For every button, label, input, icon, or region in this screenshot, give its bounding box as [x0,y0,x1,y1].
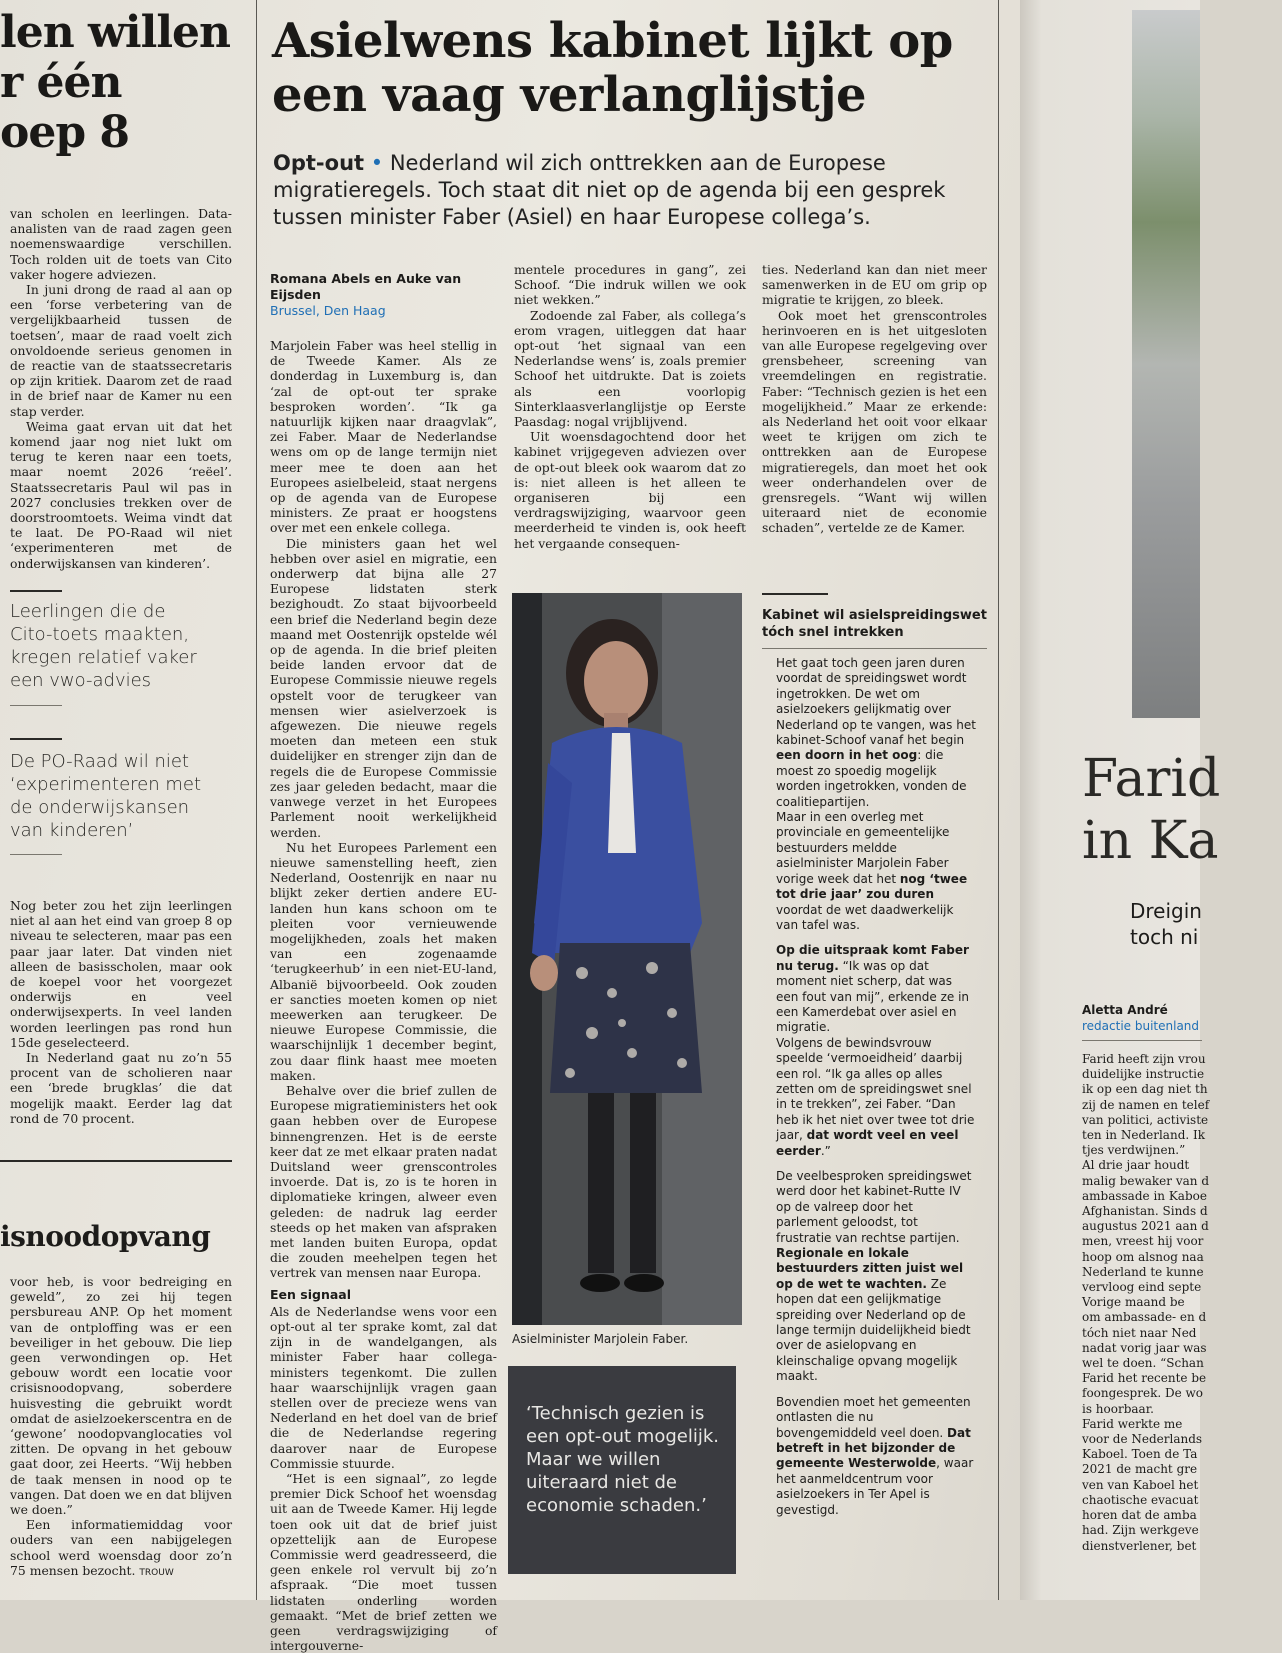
quote-rule [10,738,62,740]
bold-run: Regionale en lokale bestuurders zitten juist wel op de wet te wachten. [776,1246,964,1291]
paragraph: Nog beter zou het zijn leerlingen niet al aan het eind van groep 8 op niveau te selecteren, maar pas een paar jaar later. Dat vinden niet alleen de basisscholen, maar ook de koepel voor het voorgezet onderwijs en veel onderwijsexperts. In veel landen worden leerlingen pas rond hun 15de geselecteerd. [10,898,232,1050]
left-pullquote-1: Leerlingen die de Cito-toets maakten, kregen relatief vaker een vwo-advies [10,601,197,691]
kicker-dot: • [364,151,390,175]
text-run: voordat de wet daadwerkelijk van tafel was. [776,902,954,932]
paragraph: Uit woensdagochtend door het kabinet vrijgegeven adviezen over de opt-out bleek ook waarom dat zo is: niet alleen is het alleen te organiseren bij een verdragswijziging, waarvoor geen meerderheid te vinden is, ook heeft het vergaande consequen- [514,429,746,551]
text-run: Bovendien moet het gemeenten ontlasten die nu bovengemiddeld veel doen. [776,1394,971,1440]
sidebar-paragraph [776,943,976,1159]
text-run: Het gaat toch geen jaren duren voordat de spreidingswet wordt ingetrokken. De wet om asielzoekers gelijkmatig over Nederland op te vangen, was het kabinet-Schoof vanaf het begin [776,656,976,748]
paragraph: “Het is een signaal”, zo legde premier Dick Schoof het woensdag uit aan de Tweede Kamer. Hij legde toen ook uit dat de brief juist opzettelijk aan de Europese Commissie werd geadresseerd, die geen enkele rol vervult bij zo’n afspraak. “Die moet tussen lidstaten onderling worden gemaakt. “Met de brief zetten we geen verdragswijziging of intergouverne- [270,1471,497,1653]
bold-run: Dat betreft in het bijzonder de gemeente Westerwolde [776,1425,971,1471]
paragraph: In juni drong de raad al aan op een ‘forse verbetering van de vergelijkbaarheid tussen de toetsen’, maar de raad voelt zich onvoldoende serieus genomen in de reactie van de staatssecretaris op zijn kritiek. Daarom zet de raad in de brief naar de Kamer nu een stap verder. [10,282,232,419]
left-article-body-2 [10,898,232,1126]
main-column-1 [270,338,497,1653]
source-credit: TROUW [139,1567,174,1578]
byline-names: Romana Abels en Auke van Eijsden [270,271,462,302]
right-byline-name: Aletta André [1082,1003,1168,1017]
standfirst [273,150,963,231]
photo-illustration [512,593,742,1325]
paragraph: mentele procedures in gang”, zei Schoof. “Die indruk willen we ook niet wekken.” [514,262,746,308]
right-body: Farid heeft zijn vrou duidelijke instructie ik op een dag niet th zij de namen en telef van politici, activiste ten in Nederland. Ik tjes verdwijnen.” Al drie jaar houdt malig bewaker van d ambassade in Kaboe Afghanistan. Sinds d augustus 2021 aan d men, vreest hij voor hoop om alsnog naa Nederland te kunne vervloog eind septe Vorige maand be om ambassade- en d tóch niet naar Ned nadat vorig jaar was wel te doen. “Schan Farid het recente be foongesprek. De wo is hoorbaar. Farid werkte me voor de Nederlands Kaboel. Toen de Ta 2021 de macht gre ven van Kaboel het chaotische evacuat horen dat de amba had. Zijn werkgeve dienstverlener, bet [1082,1052,1210,1553]
section-divider [0,1160,232,1162]
quote-rule [10,705,62,706]
photo-caption: Asielminister Marjolein Faber. [512,1332,689,1346]
left-article2-headline: isnoodopvang [0,1220,211,1253]
sidebar-rule [762,593,828,595]
pullquote-text: ‘Technisch gezien is een opt-out mogelijk. Maar we willen uiteraard niet de economie schaden.’ [526,1403,719,1516]
left-article-headline: len willen r één oep 8 [0,7,231,158]
text-run: Ze hopen dat een gelijkmatige spreiding over Nederland op de lange termijn duidelijkheid biedt over de asielopvang en kleinschalige opvang mogelijk maakt. [776,1276,971,1384]
bold-run: nog ‘twee tot drie jaar’ zou duren [776,871,968,902]
byline [270,271,495,319]
right-photo [1132,10,1200,718]
paragraph: Een informatiemiddag voor ouders van een nabijgelegen school werd woensdag door zo’n 75 mensen bezocht. [10,1517,232,1578]
bold-run: Op die uitspraak komt Faber nu terug. [776,943,969,973]
right-byline-place: redactie buitenland [1082,1019,1200,1033]
standfirst-text: Nederland wil zich onttrekken aan de Europese migratieregels. Toch staat dit niet op de agenda bij een gesprek tussen minister Faber (Asiel) en haar Europese collega’s. [273,151,946,229]
text-run: “Ik was op dat moment niet scherp, dat was een fout van mij”, erkende ze in een Kamerdebat over asiel en migratie. [776,958,970,1035]
subhead: Een signaal [270,1286,351,1302]
sidebar-title: Kabinet wil asielspreidingswet tóch snel intrekken [762,608,987,640]
paragraph: ties. Nederland kan dan niet meer samenwerken in de EU om grip op migratie te krijgen, zo bleek. [762,262,987,308]
main-column-3 [762,262,987,536]
paragraph: voor heb, is voor bedreiging en geweld”, zo zei hij tegen persbureau ANP. Op het moment van de ontploffing was er een beveiliger in het gebouw. Die liep geen verwondingen op. Het gebouw wordt een locatie voor crisisnoodopvang, soberdere huisvesting die gebruikt wordt omdat de asielzoekerscentra en de ‘gewone’ noodopvanglocaties vol zitten. De opvang in het gebouw gaat door, zei Heerts. “Wij hebben de taak mensen in nood op te vangen. Dat doen we en dat blijven we doen.” [10,1274,232,1518]
sidebar-paragraph [776,1395,976,1518]
text-run: , waar het aanmeldcentrum voor asielzoekers in Ter Apel is gevestigd. [776,1456,974,1517]
bold-run: dat wordt veel en veel eerder [776,1128,959,1158]
main-column-2 [514,262,746,551]
article-photo [512,593,742,1325]
paragraph: Behalve over die brief zullen de Europese migratieministers het ook gaan hebben over de Europese binnengrenzen. Het is de eerste keer dat ze met elkaar praten nadat Duitsland weer grenscontroles invoerde. Dat is, zo is te horen in diplomatieke kringen, alweer even geleden: de nadruk lag eerder steeds op het maken van afspraken met landen buiten Europa, opdat die zouden meehelpen tegen het vertrek van mensen naar Europa. [270,1082,497,1281]
sidebar-paragraph [776,656,976,933]
text-run: : die moest zo spoedig mogelijk worden ingetrokken, vonden de coalitiepartijen. [776,748,967,809]
byline-place: Brussel, Den Haag [270,303,386,318]
paragraph: van scholen en leerlingen. Data-analisten van de raad zagen geen noemenswaardige verschillen. Toch rolden uit de toets van Cito vaker hogere adviezen. [10,206,232,282]
paragraph: Die ministers gaan het wel hebben over asiel en migratie, een onderwerp dat bijna alle 27 Europese lidstaten sterk bezighoudt. Zo staat bijvoorbeeld een brief die Nederland begin deze maand met Oostenrijk opstelde wél op de agenda. In die brief pleiten beide landen ervoor dat de Europese Commissie nieuwe regels opstelt voor de terugkeer van mensen wier asielverzoek is afgewezen. Die nieuwe regels moeten dan meteen een stuk duidelijker en strenger zijn dan de regels die de Europese Commissie zes jaar geleden bedacht, maar die vanwege verzet in het Europees Parlement nooit werkelijkheid werden. [270,535,497,840]
right-rule [1082,1040,1202,1041]
left-pullquote-2: De PO-Raad wil niet ‘experimenteren met de onderwijskansen van kinderen’ [10,751,202,841]
paragraph: In Nederland gaat nu zo’n 55 procent van de scholieren naar een ‘brede brugklas’ die dat mogelijk maakt. Eerder lag dat rond de 70 procent. [10,1050,232,1126]
left-article2-body [10,1274,232,1581]
sidebar-body [776,656,976,1528]
text-run: De veelbesproken spreidingswet werd door het kabinet-Rutte IV op de valreep door het parlement geloodst, tot frustratie van rechtse partijen. [776,1169,972,1245]
paragraph: Zodoende zal Faber, als collega’s erom vragen, uitleggen dat haar opt-out ‘het signaal van een Nederlandse wens’ is, zoals premier Schoof het uitdrukte. Dat is zoiets als een voorlopig Sinterklaasverlanglijstje op Eerste Paasdag: nogal vrijblijvend. [514,307,746,430]
paragraph: Als de Nederlandse wens voor een opt-out al ter sprake komt, zal dat zijn in de wandelgangen, als minister Faber haar collega-ministers tegenkomt. Die zullen haar waarschijnlijk vragen gaan stellen over de precieze wens van Nederland en het doel van de brief die de Nederlandse regering daarover naar de Europese Commissie stuurde. [270,1303,497,1471]
left-article-body [10,206,232,571]
right-byline [1082,1002,1242,1034]
text-run: Maar in een overleg met provinciale en gemeentelijke bestuurders meldde asielminister Marjolein Faber vorige week dat het [776,810,950,886]
quote-rule [10,854,62,855]
paragraph: Ook moet het grenscontroles herinvoeren en is het uitgesloten van alle Europese regelgeving over grensbeheer, screening van vreemdelingen en registratie. Faber: “Technisch gezien is het een mogelijkheid.” Maar ze erkende: als Nederland het ooit voor elkaar weet te krijgen om zich te onttrekken aan de Europese migratieregels, dan moet het ook weer onderhandelen over de grensregels. “Want wij willen uiteraard niet de economie schaden”, vertelde ze de Kamer. [762,307,987,536]
sidebar-rule [762,648,987,649]
text-run: .” [820,1143,831,1158]
pullquote-box [508,1366,736,1574]
column-rule [998,0,999,1600]
paragraph: Marjolein Faber was heel stellig in de Tweede Kamer. Als ze donderdag in Luxemburg is, dan ‘zal de opt-out ter sprake besproken worden’. “Ik ga natuurlijk kijken naar draagvlak”, zei Faber. Maar de Nederlandse wens om op de lange termijn niet meer mee te doen aan het Europees asielbeleid, staat nergens op de agenda van de Europese ministers. Ze praat er hoogstens over met een enkele collega. [270,338,497,536]
text-run: Volgens de bewindsvrouw speelde ‘vermoeidheid’ daarbij een rol. “Ik ga alles op alles zetten om de spreidingswet snel in te trekken”, zei Faber. “Dan heb ik het niet over twee tot drie jaar, [776,1035,975,1143]
main-headline: Asielwens kabinet lijkt op een vaag verlanglijstje [272,13,953,123]
right-subheading: Dreigin toch ni [1130,899,1202,949]
next-page [1020,0,1221,1600]
quote-rule [10,590,62,592]
kicker: Opt-out [273,151,365,175]
sidebar-paragraph [776,1169,976,1385]
column-rule [256,0,257,1600]
bold-run: een doorn in het oog [776,748,918,763]
right-headline: Farid in Ka [1082,749,1221,871]
paragraph: Nu het Europees Parlement een nieuwe samenstelling heeft, zien Nederland, Oostenrijk en naar nu blijkt zeker dertien andere EU-landen hun kans schoon om te pleiten voor vernieuwende mogelijkheden, zoals het maken van een zogenaamde ‘terugkeerhub’ in een niet-EU-land, Albanië bijvoorbeeld. Ook zouden er sancties moeten komen op niet meewerken aan terugkeer. De nieuwe Europese Commissie, die waarschijnlijk 1 december begint, zou daar flink haast mee moeten maken. [270,839,497,1083]
paragraph: Weima gaat ervan uit dat het komend jaar nog niet lukt om terug te keren naar een toets, maar noemt 2026 ‘reëel’. Staatssecretaris Paul wil pas in 2027 conclusies trekken over de doorstroomtoets. Weima vindt dat te laat. De PO-Raad wil niet ‘experimenteren met de onderwijskansen van kinderen’. [10,418,232,571]
